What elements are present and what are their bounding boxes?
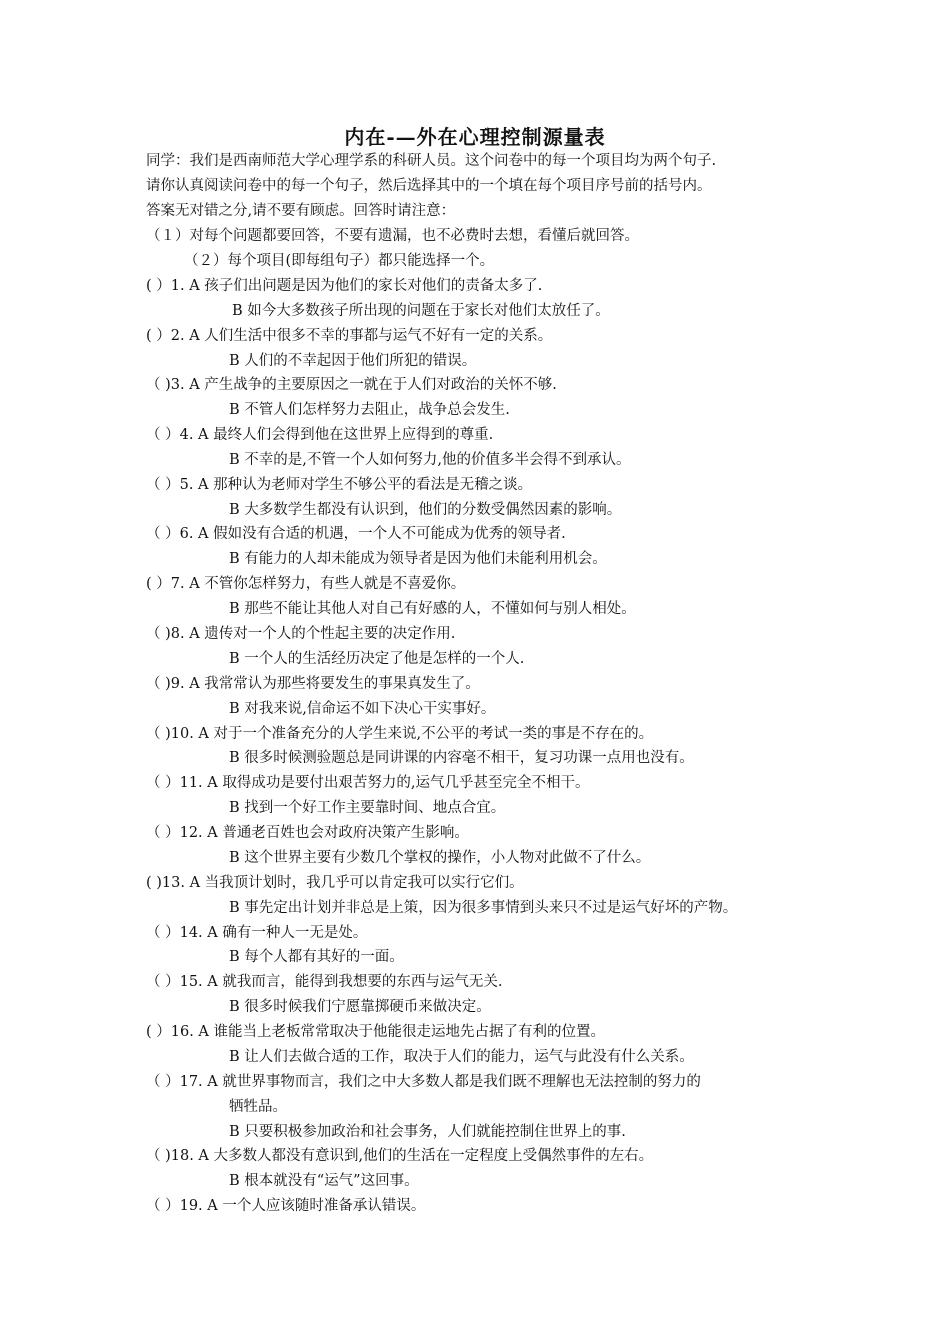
- item-16-option-b: B 让人们去做合适的工作，取决于人们的能力，运气与此没有什么关系。: [229, 1049, 694, 1065]
- item-13-option-a: ( )13. A 当我顶计划时，我几乎可以肯定我可以实行它们。: [146, 875, 524, 891]
- item-8-option-a: （ )8. A 遗传对一个人的个性起主要的决定作用.: [146, 626, 456, 642]
- item-10-option-b: B 很多时候测验题总是同讲课的内容毫不相干，复习功课一点用也没有。: [229, 750, 694, 766]
- item-7-option-b: B 那些不能让其他人对自己有好感的人，不懂如何与别人相处。: [229, 601, 636, 617]
- item-4-option-a: （ ）4. A 最终人们会得到他在这世界上应得到的尊重.: [146, 427, 494, 443]
- item-2-option-a: ( ）2. A 人们生活中很多不幸的事都与运气不好有一定的关系。: [146, 328, 553, 344]
- document-title: 内在-—外在心理控制源量表: [344, 125, 606, 149]
- intro-line-3: 答案无对错之分,请不要有顾虑。回答时请注意：: [146, 203, 456, 219]
- item-12-option-b: B 这个世界主要有少数几个掌权的操作，小人物对此做不了什么。: [229, 850, 651, 866]
- item-18-option-b: B 根本就没有“运气”这回事。: [229, 1173, 419, 1189]
- item-1-option-b: B 如今大多数孩子所出现的问题在于家长对他们太放任了。: [232, 303, 610, 319]
- item-17-option-a-continued: 牺牲品。: [229, 1099, 287, 1115]
- item-11-option-a: （ ）11. A 取得成功是要付出艰苦努力的,运气几乎甚至完全不相干。: [146, 775, 590, 791]
- instruction-2: （２）每个项目(即每组句子）都只能选择一个。: [184, 253, 495, 269]
- item-2-option-b: B 人们的不幸起因于他们所犯的错误。: [229, 353, 477, 369]
- item-18-option-a: （ )18. A 大多数人都没有意识到,他们的生活在一定程度上受偶然事件的左右。: [146, 1148, 654, 1164]
- item-1-option-a: ( ）1. A 孩子们出问题是因为他们的家长对他们的责备太多了.: [146, 278, 543, 294]
- item-6-option-a: （ ）6. A 假如没有合适的机遇，一个人不可能成为优秀的领导者.: [146, 526, 566, 542]
- item-9-option-b: B 对我来说,信命运不如下决心干实事好。: [229, 701, 496, 717]
- item-16-option-a: ( ）16. A 谁能当上老板常常取决于他能很走运地先占据了有利的位置。: [146, 1024, 606, 1040]
- item-15-option-a: （ ）15. A 就我而言，能得到我想要的东西与运气无关.: [146, 974, 503, 990]
- item-14-option-b: B 每个人都有其好的一面。: [229, 949, 404, 965]
- item-9-option-a: （ )9. A 我常常认为那些将要发生的事果真发生了。: [146, 676, 480, 692]
- item-14-option-a: （ ）14. A 确有一种人一无是处。: [146, 925, 368, 941]
- item-12-option-a: （ ）12. A 普通老百姓也会对政府决策产生影响。: [146, 825, 469, 841]
- instruction-1: （１）对每个问题都要回答，不要有遗漏，也不必费时去想，看懂后就回答。: [146, 228, 639, 244]
- item-11-option-b: B 找到一个好工作主要靠时间、地点合宜。: [229, 800, 506, 816]
- intro-line-1: 同学：我们是西南师范大学心理学系的科研人员。这个问卷中的每一个项目均为两个句子.: [146, 153, 717, 169]
- item-19-option-a: （ ）19. A 一个人应该随时准备承认错误。: [146, 1198, 426, 1214]
- item-3-option-a: （ )3. A 产生战争的主要原因之一就在于人们对政治的关怀不够.: [146, 377, 557, 393]
- item-10-option-a: （ )10. A 对于一个准备充分的人学生来说,不公平的考试一类的事是不存在的。: [146, 726, 654, 742]
- item-3-option-b: B 不管人们怎样努力去阻止，战争总会发生.: [229, 402, 510, 418]
- intro-line-2: 请你认真阅读问卷中的每一个句子，然后选择其中的一个填在每个项目序号前的括号内。: [146, 178, 712, 194]
- item-15-option-b: B 很多时候我们宁愿靠掷硬币来做决定。: [229, 999, 491, 1015]
- item-17-option-a: （ ）17. A 就世界事物而言，我们之中大多数人都是我们既不理解也无法控制的努力的: [146, 1074, 701, 1090]
- item-17-option-b: B 只要积极参加政治和社会事务，人们就能控制住世界上的事.: [229, 1124, 626, 1140]
- item-4-option-b: B 不幸的是,不管一个人如何努力,他的价值多半会得不到承认。: [229, 452, 631, 468]
- item-7-option-a: ( ）7. A 不管你怎样努力，有些人就是不喜爱你。: [146, 576, 466, 592]
- item-13-option-b: B 事先定出计划并非总是上策，因为很多事情到头来只不过是运气好坏的产物。: [229, 900, 738, 916]
- item-5-option-a: （ ）5. A 那种认为老师对学生不够公平的看法是无稽之谈。: [146, 477, 533, 493]
- item-6-option-b: B 有能力的人却未能成为领导者是因为他们未能利用机会。: [229, 551, 607, 567]
- item-5-option-b: B 大多数学生都没有认识到，他们的分数受偶然因素的影响。: [229, 502, 622, 518]
- item-8-option-b: B 一个人的生活经历决定了他是怎样的一个人.: [229, 651, 525, 667]
